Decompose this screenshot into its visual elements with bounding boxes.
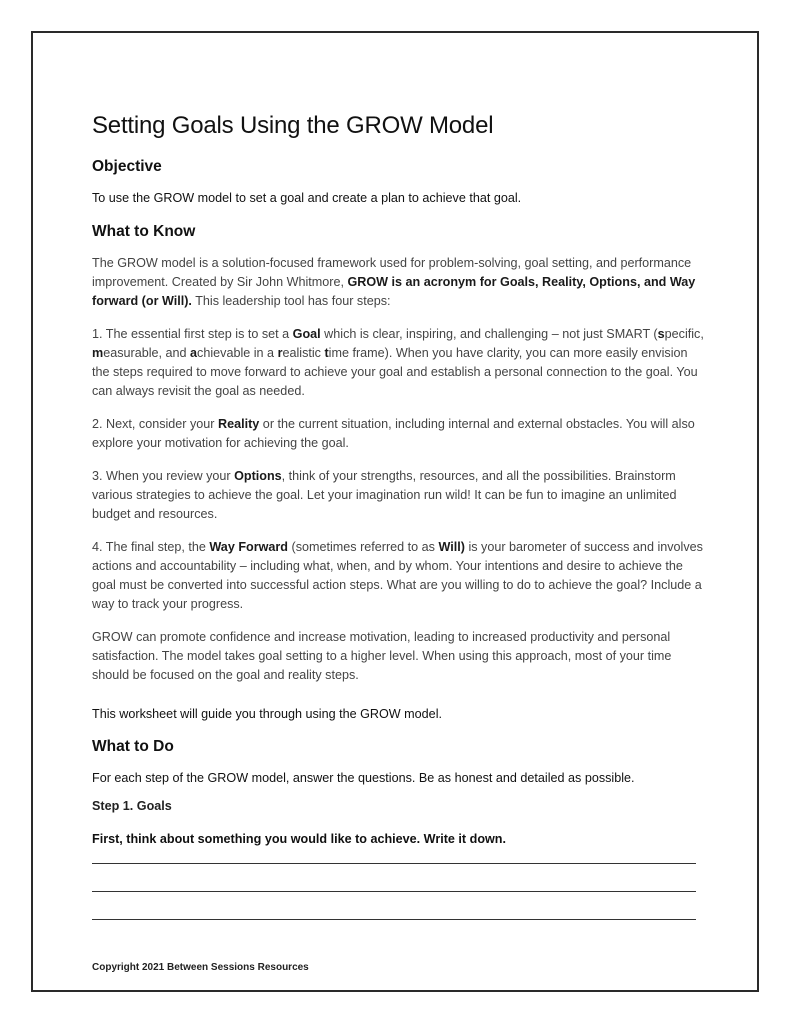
guide-text: This worksheet will guide you through using the GROW model. [92, 707, 442, 721]
answer-line[interactable] [92, 892, 696, 920]
step1-label: Step 1. Goals [92, 799, 172, 813]
step2-paragraph: 2. Next, consider your Reality or the current situation, including internal and external obstacles. You will also explore your motivation for achieving the goal. [92, 417, 695, 450]
goal-prompt: First, think about something you would like to achieve. Write it down. [92, 832, 506, 846]
what-to-know-heading: What to Know [92, 223, 196, 240]
step4-paragraph: 4. The final step, the Way Forward (sometimes referred to as Will) is your barometer of success and involves actions and accountability – including what, when, and by whom. Your intentions and desire to achieve the goal must be converted into successful action steps. What are you willing to do to achieve the goal? Include a way to track your progress. [92, 540, 703, 611]
intro-paragraph: The GROW model is a solution-focused framework used for problem-solving, goal setting, and performance improvement. Created by Sir John Whitmore, GROW is an acronym for Goals, Reality, Options, and Way forward (or Will). This leadership tool has four steps: [92, 256, 696, 308]
summary-paragraph: GROW can promote confidence and increase motivation, leading to increased productivity and personal satisfaction. The model takes goal setting to a higher level. When using this approach, most of your time should be focused on the goal and reality steps. [92, 630, 672, 682]
what-to-do-heading: What to Do [92, 738, 174, 755]
step3-paragraph: 3. When you review your Options, think of your strengths, resources, and all the possibilities. Brainstorm various strategies to achieve the goal. Let your imagination run wild! It can be fun to imagine an unlimited budget and resources. [92, 469, 677, 521]
step1-paragraph: 1. The essential first step is to set a Goal which is clear, inspiring, and challenging – not just SMART (specific, measurable, and achievable in a realistic time frame). When you have clarity, you can more easily envision the steps required to move forward to achieve your goal and establish a personal connection to the goal. You can always revisit the goal as needed. [92, 327, 704, 398]
page-title: Setting Goals Using the GROW Model [92, 112, 494, 139]
answer-line[interactable] [92, 864, 696, 892]
what-to-do-text: For each step of the GROW model, answer the questions. Be as honest and detailed as possible. [92, 771, 635, 785]
copyright-footer: Copyright 2021 Between Sessions Resources [92, 962, 309, 973]
answer-line[interactable] [92, 852, 696, 864]
worksheet-content [92, 112, 706, 920]
objective-text: To use the GROW model to set a goal and create a plan to achieve that goal. [92, 191, 522, 205]
objective-heading: Objective [92, 158, 162, 175]
